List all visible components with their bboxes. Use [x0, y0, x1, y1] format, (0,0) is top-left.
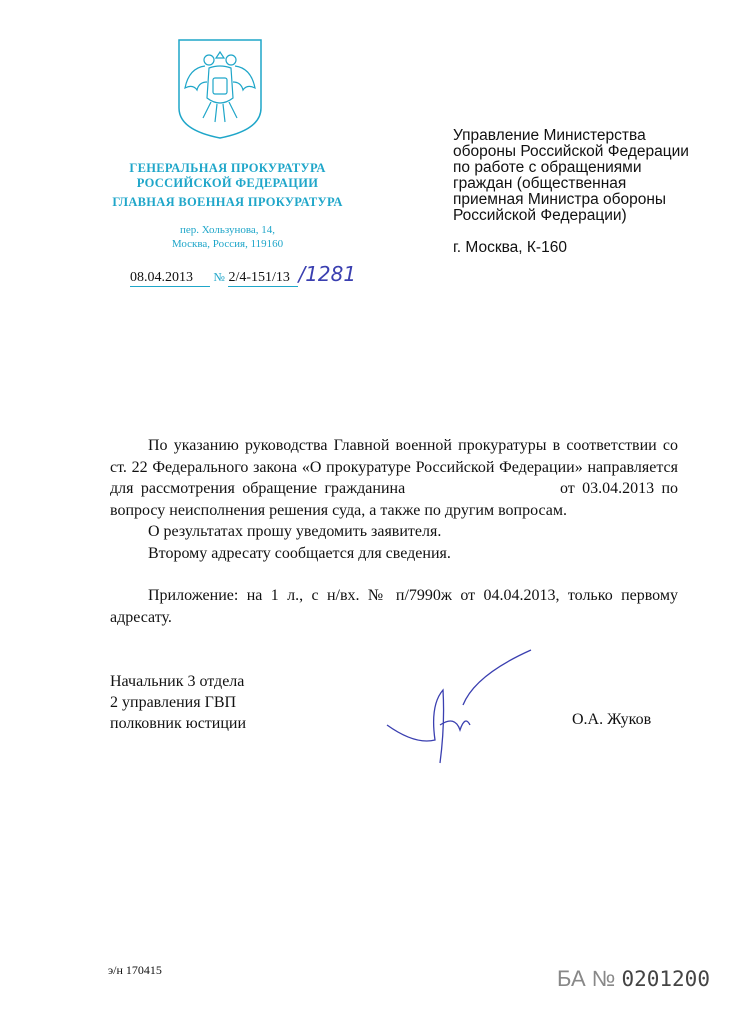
signatory-title — [110, 671, 246, 734]
paragraph-second-recipient: Второму адресату сообщается для сведения. — [148, 544, 451, 562]
org-name-line2: РОССИЙСКОЙ ФЕДЕРАЦИИ — [136, 176, 319, 190]
paragraph-main-part2: от 03.04.2013 по вопросу неисполнения решения суда, а также по другим вопросам. — [110, 480, 679, 519]
paragraph-attachment: Приложение: на 1 л., с н/вх. № п/7990ж от 04.04.2013, только первому адресату. — [110, 587, 678, 626]
reference-line — [130, 262, 356, 287]
letter-number: 2/4-151/13 — [228, 270, 298, 287]
recipient-city: г. Москва, К-160 — [453, 239, 567, 256]
executor-code: э/н 170415 — [108, 963, 162, 977]
signatory-line: Начальник 3 отдела — [110, 673, 245, 690]
coat-of-arms-emblem — [177, 38, 263, 140]
recipient-line: обороны Российской Федерации — [453, 143, 689, 160]
form-series: БА № — [557, 966, 616, 991]
recipient-line: граждан (общественная — [453, 175, 627, 192]
paragraph-main-part1: По указанию руководства Главной военной прокуратуры в соответствии со ст. 22 Федерального закона «О прокуратуре Российской Федерации» направляется для рассмотрения обращение гражданина — [110, 437, 678, 497]
handwritten-signature — [385, 645, 535, 775]
signatory-line: полковник юстиции — [110, 715, 247, 732]
number-sign: № — [213, 270, 225, 284]
form-serial — [557, 966, 710, 992]
recipient-line: по работе с обращениями — [453, 159, 642, 176]
paragraph-notify: О результатах прошу уведомить заявителя. — [148, 523, 442, 540]
signatory-name: О.А. Жуков — [572, 711, 652, 728]
form-serial-number: 0201200 — [621, 967, 710, 991]
recipient-block — [453, 128, 689, 256]
paragraph-main — [110, 435, 678, 521]
recipient-line: Управление Министерства — [453, 127, 646, 144]
recipient-line: приемная Министра обороны — [453, 191, 667, 208]
sender-address-line1: пер. Хользунова, 14, — [179, 224, 276, 236]
handwritten-number: /1281 — [298, 262, 357, 286]
letter-date: 08.04.2013 — [130, 270, 210, 287]
letter-body — [110, 435, 678, 628]
recipient-line: Российской Федерации) — [453, 207, 627, 224]
org-name-line3: ГЛАВНАЯ ВОЕННАЯ ПРОКУРАТУРА — [112, 195, 343, 209]
org-name-line1: ГЕНЕРАЛЬНАЯ ПРОКУРАТУРА — [129, 161, 326, 175]
signatory-line: 2 управления ГВП — [110, 694, 237, 711]
sender-address-line2: Москва, Россия, 119160 — [171, 238, 284, 250]
